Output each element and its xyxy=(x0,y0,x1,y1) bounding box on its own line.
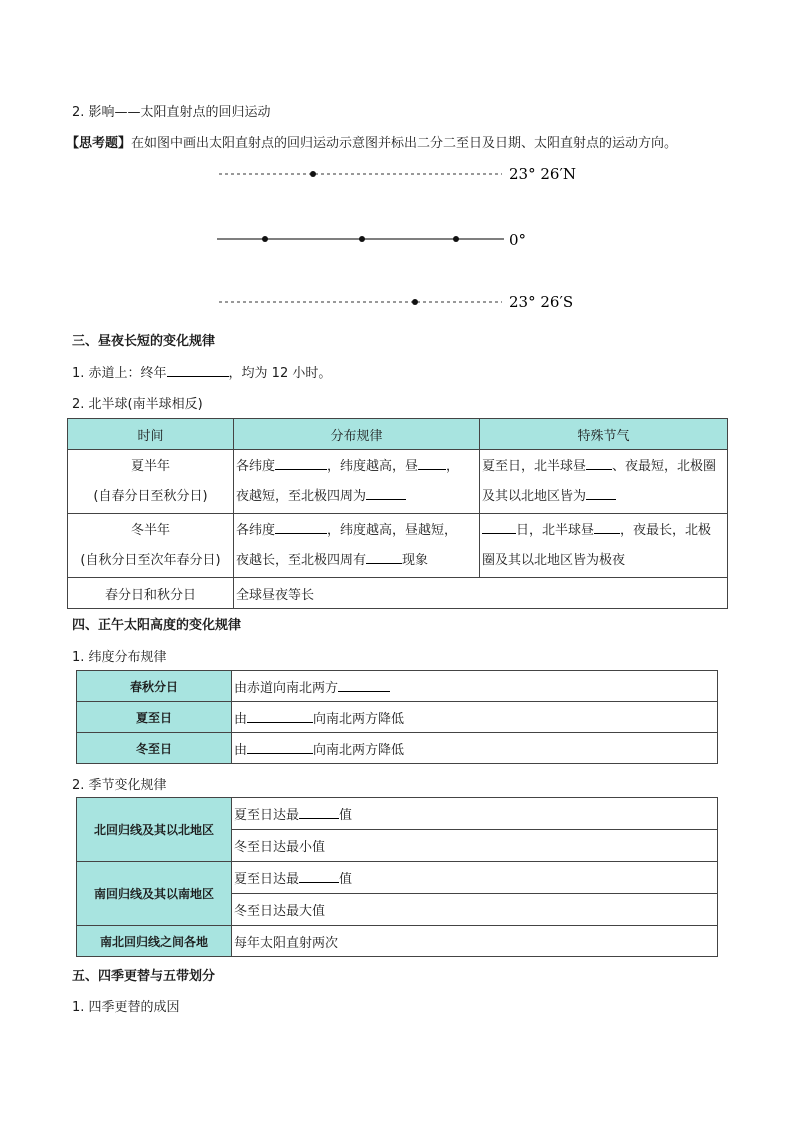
latitude-table xyxy=(76,670,718,764)
row-value: 由赤道向南北两方 xyxy=(232,671,718,702)
row-label: 南北回归线之间各地 xyxy=(77,926,232,957)
row-label: 北回归线及其以北地区 xyxy=(77,798,232,862)
section-title: 2. 影响——太阳直射点的回归运动 xyxy=(72,105,271,120)
sun-migration-diagram xyxy=(0,160,794,320)
tropic-capricorn-label: 23° 26′S xyxy=(509,293,574,311)
row-label: 春秋分日 xyxy=(77,671,232,702)
header-distribution: 分布规律 xyxy=(234,419,480,450)
time-cell: 夏半年 (自春分日至秋分日) xyxy=(68,450,234,514)
distribution-cell: 各纬度 ，纬度越高，昼 ， 夜越短，至北极四周为 xyxy=(234,450,480,514)
tropic-cancer-label: 23° 26′N xyxy=(509,165,576,183)
row-value: 冬至日达最大值 xyxy=(232,894,718,926)
row-value: 夏至日达最 值 xyxy=(232,798,718,830)
section-heading: 五、四季更替与五带划分 xyxy=(72,969,216,984)
paragraph: 1. 赤道上：终年 ，均为 12 小时。 xyxy=(72,366,332,381)
header-special: 特殊节气 xyxy=(480,419,728,450)
paragraph: 2. 北半球(南半球相反) xyxy=(72,397,203,412)
paragraph: 1. 纬度分布规律 xyxy=(72,650,167,665)
point-marker xyxy=(412,299,418,305)
header-time: 时间 xyxy=(68,419,234,450)
point-marker xyxy=(310,171,316,177)
row-value: 夏至日达最 值 xyxy=(232,862,718,894)
paragraph: 1. 四季更替的成因 xyxy=(72,1000,180,1015)
section-heading: 四、正午太阳高度的变化规律 xyxy=(72,618,242,633)
row-label: 冬至日 xyxy=(77,733,232,764)
season-table xyxy=(76,797,718,957)
point-marker xyxy=(262,236,268,242)
row-value: 冬至日达最小值 xyxy=(232,830,718,862)
point-marker xyxy=(453,236,459,242)
row-label: 南回归线及其以南地区 xyxy=(77,862,232,926)
equator-label: 0° xyxy=(509,231,527,249)
row-value: 由 向南北两方降低 xyxy=(232,733,718,764)
time-cell: 冬半年 (自秋分日至次年春分日) xyxy=(68,514,234,578)
day-night-table xyxy=(67,418,728,609)
special-cell: 夏至日，北半球昼 、夜最短，北极圈 及其以北地区皆为 xyxy=(480,450,728,514)
special-cell: 日，北半球昼 ，夜最长，北极 圈及其以北地区皆为极夜 xyxy=(480,514,728,578)
section-heading: 三、昼夜长短的变化规律 xyxy=(72,334,216,349)
distribution-cell: 各纬度 ，纬度越高，昼越短， 夜越长，至北极四周有 现象 xyxy=(234,514,480,578)
paragraph: 2. 季节变化规律 xyxy=(72,778,167,793)
row-value: 由 向南北两方降低 xyxy=(232,702,718,733)
think-text: 在如图中画出太阳直射点的回归运动示意图并标出二分二至日及日期、太阳直射点的运动方向。 xyxy=(131,136,678,151)
row-value: 每年太阳直射两次 xyxy=(232,926,718,957)
time-cell: 春分日和秋分日 xyxy=(68,578,234,609)
think-label: 【思考题】 xyxy=(66,136,132,151)
row-label: 夏至日 xyxy=(77,702,232,733)
point-marker xyxy=(359,236,365,242)
think-question xyxy=(66,132,677,151)
distribution-cell: 全球昼夜等长 xyxy=(234,578,728,609)
